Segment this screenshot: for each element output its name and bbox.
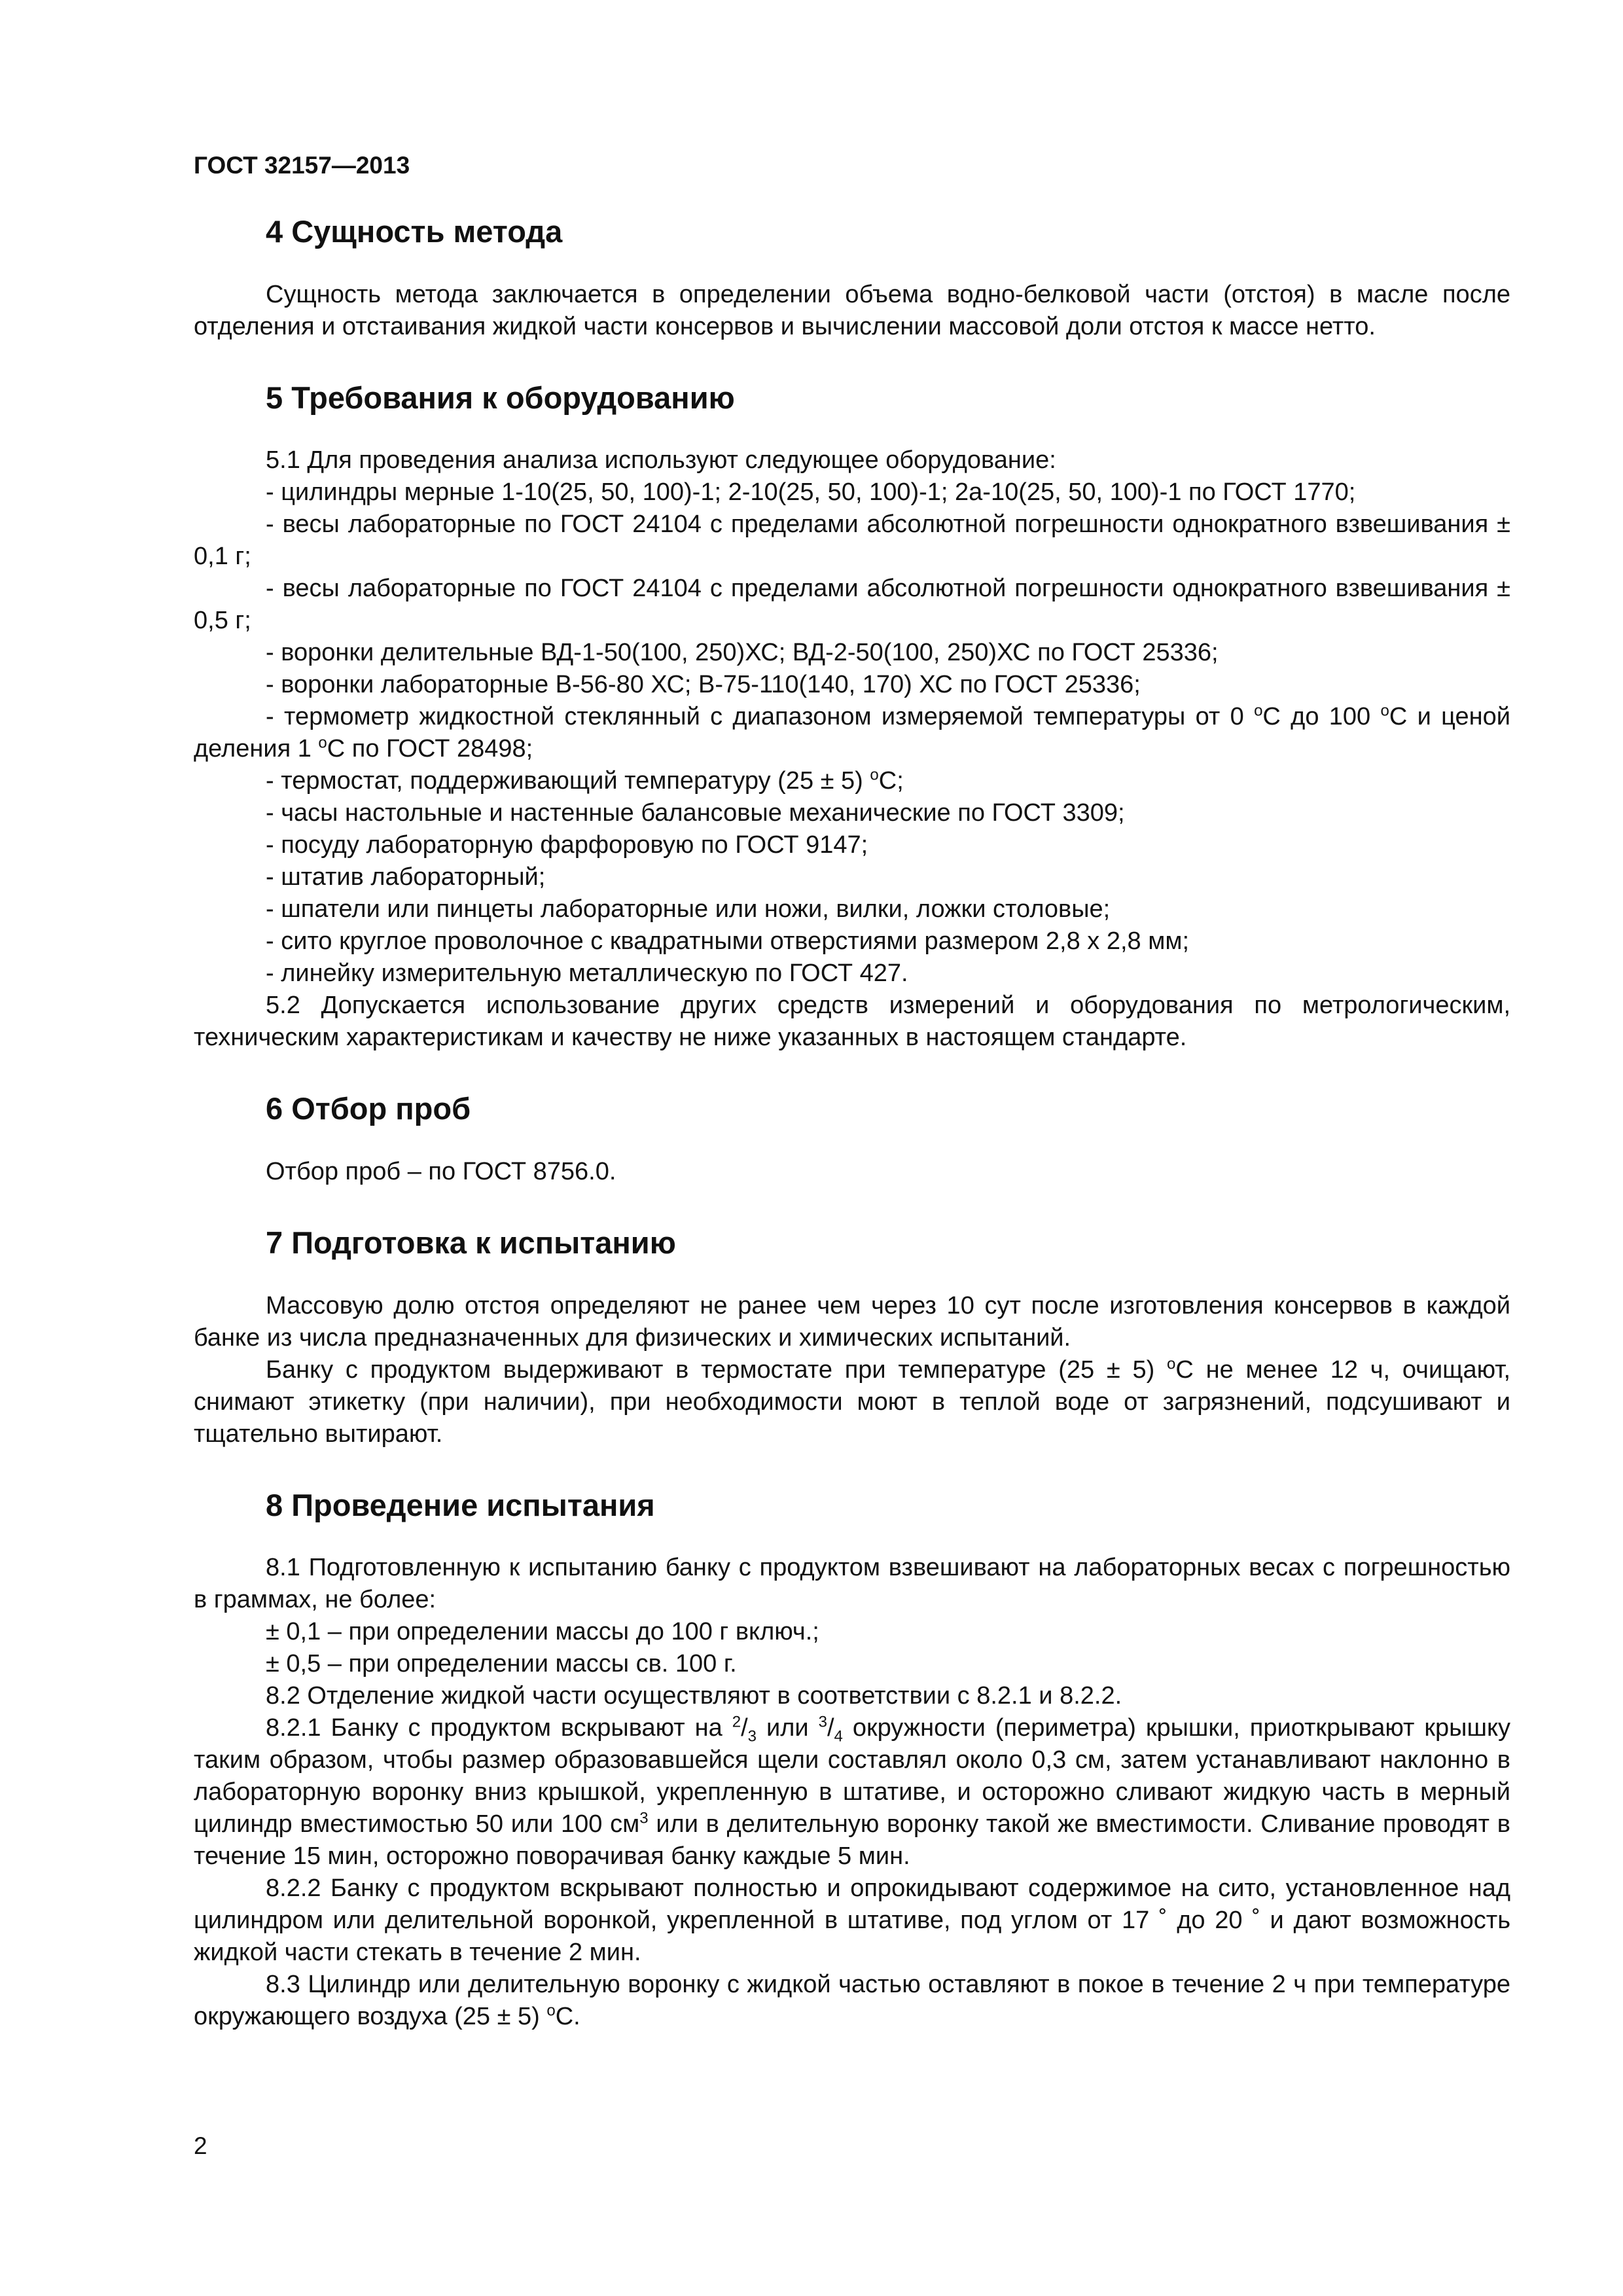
equipment-item: - весы лабораторные по ГОСТ 24104 с пределами абсолютной погрешности однократного взвешивания ± 0,1 г;	[194, 511, 1510, 571]
clause-5-2: 5.2 Допускается использование других средств измерений и оборудования по метрологическим, техническим характеристикам и качеству не ниже указанных в настоящем стандарте.	[194, 992, 1510, 1052]
tolerance-item: ± 0,5 – при определении массы св. 100 г.	[266, 1650, 737, 1678]
tolerance-item: ± 0,1 – при определении массы до 100 г включ.;	[266, 1618, 819, 1646]
section-5-heading: 5 Требования к оборудованию	[266, 380, 735, 415]
section-6-heading: 6 Отбор проб	[266, 1091, 471, 1126]
section-6-paragraph: Отбор проб – по ГОСТ 8756.0.	[266, 1158, 616, 1186]
equipment-item: - посуду лабораторную фарфоровую по ГОСТ 9147;	[266, 831, 868, 859]
clause-8-2: 8.2 Отделение жидкой части осуществляют в соответствии с 8.2.1 и 8.2.2.	[266, 1682, 1122, 1710]
equipment-item: - шпатели или пинцеты лабораторные или ножи, вилки, ложки столовые;	[266, 895, 1111, 924]
section-7-paragraph-2: Банку с продуктом выдерживают в термостате при температуре (25 ± 5) $^о$С не менее 12 ч, очищают, снимают этикетку (при наличии), при необходимости моют в теплой воде от загрязнений, подсушивают и тщательно вытирают.	[194, 1355, 1510, 1448]
clause-5-1: 5.1 Для проведения анализа используют следующее оборудование:	[266, 446, 1056, 475]
section-4-heading: 4 Сущность метода	[266, 214, 563, 249]
document-number: ГОСТ 32157—2013	[194, 152, 410, 179]
clause-8-2-2: 8.2.2 Банку с продуктом вскрывают полностью и опрокидывают содержимое на сито, установленное над цилиндром или делительной воронкой, укрепленной в штативе, под углом от 17 ˚ до 20 ˚ и дают возможность жидкой части стекать в течение 2 мин.	[194, 1874, 1510, 1967]
document-page	[194, 152, 1510, 2033]
clause-8-3: 8.3 Цилиндр или делительную воронку с жидкой частью оставляют в покое в течение 2 ч при температуре окружающего воздуха (25 ± 5) $^о$С.	[194, 1971, 1510, 2031]
equipment-item: - воронки лабораторные В-56-80 ХС; В-75-110(140, 170) ХС по ГОСТ 25336;	[266, 671, 1141, 699]
equipment-item: - линейку измерительную металлическую по ГОСТ 427.	[266, 960, 908, 988]
section-7-paragraph-1: Массовую долю отстоя определяют не ранее чем через 10 сут после изготовления консервов в каждой банке из числа предназначенных для физических и химических испытаний.	[194, 1291, 1510, 1352]
equipment-item: - штатив лабораторный;	[266, 863, 546, 891]
clause-8-2-1: 8.2.1 Банку с продуктом вскрывают на $^2/_3$ или $^3/_4$ окружности (периметра) крышки, приоткрывают крышку таким образом, чтобы размер образовавшейся щели составлял около 0,3 см, затем устанавливают наклонно в лабораторную воронку вниз крышкой, укрепленную в штативе, и осторожно сливают жидкую часть в мерный цилиндр вместимостью 50 или 100 $см^3$ или в делительную воронку такой же вместимости. Сливание проводят в течение 15 мин, осторожно поворачивая банку каждые 5 мин.	[194, 1713, 1510, 1871]
section-7-heading: 7 Подготовка к испытанию	[266, 1225, 676, 1261]
equipment-item-thermometer: - термометр жидкостной стеклянный с диапазоном измеряемой температуры от 0 $^о$С до 100 $^о$С и ценой деления 1 $^о$С по ГОСТ 28498;	[194, 702, 1510, 763]
equipment-item: - цилиндры мерные 1-10(25, 50, 100)-1; 2-10(25, 50, 100)-1; 2а-10(25, 50, 100)-1 по ГОСТ 1770;	[266, 478, 1356, 507]
equipment-item: - сито круглое проволочное с квадратными отверстиями размером 2,8 х 2,8 мм;	[266, 927, 1190, 956]
page-number: 2	[194, 2132, 207, 2159]
clause-8-1: 8.1 Подготовленную к испытанию банку с продуктом взвешивают на лабораторных весах с погрешностью в граммах, не более:	[194, 1554, 1510, 1614]
equipment-item: - весы лабораторные по ГОСТ 24104 с пределами абсолютной погрешности однократного взвешивания ± 0,5 г;	[194, 575, 1510, 635]
equipment-item-thermostat: - термостат, поддерживающий температуру (25 ± 5) $^о$С;	[266, 766, 904, 795]
section-4-paragraph: Сущность метода заключается в определении объема водно-белковой части (отстоя) в масле после отделения и отстаивания жидкой части консервов и вычислении массовой доли отстоя к массе нетто.	[194, 280, 1510, 340]
section-8-heading: 8 Проведение испытания	[266, 1487, 655, 1522]
equipment-item: - воронки делительные ВД-1-50(100, 250)ХС; ВД-2-50(100, 250)ХС по ГОСТ 25336;	[266, 639, 1219, 667]
equipment-item: - часы настольные и настенные балансовые механические по ГОСТ 3309;	[266, 799, 1125, 827]
